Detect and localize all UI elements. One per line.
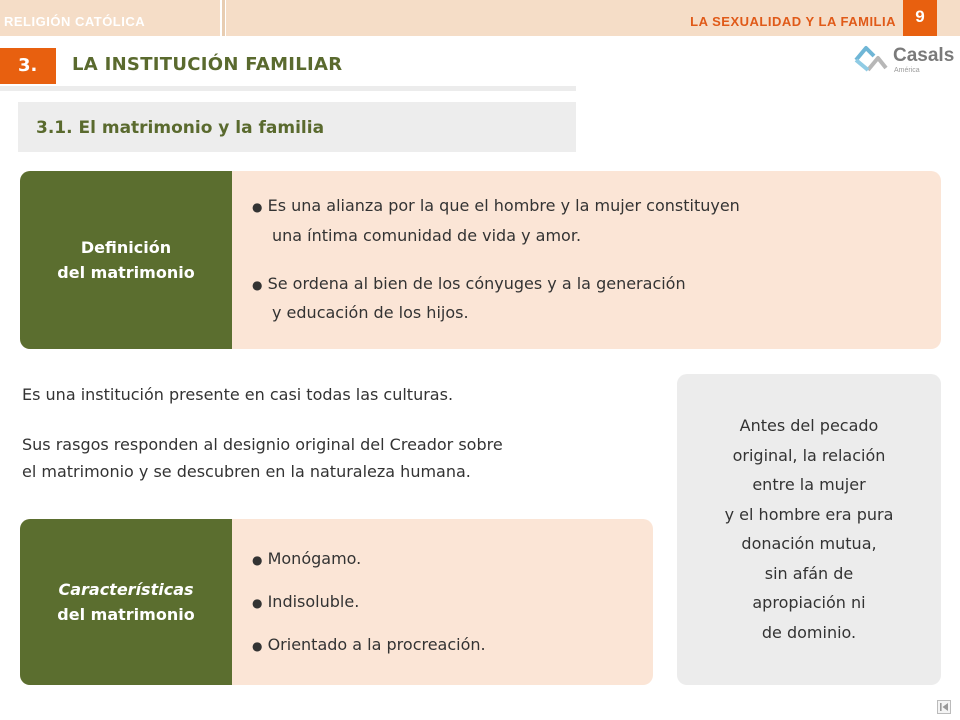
characteristics-label bbox=[20, 519, 232, 685]
page-number: 9 bbox=[903, 0, 937, 36]
characteristic-item bbox=[252, 588, 359, 615]
definition-bullet-1 bbox=[252, 192, 740, 219]
definition-label-line1: Definición bbox=[80, 238, 172, 257]
header-subject: RELIGIÓN CATÓLICA bbox=[4, 14, 146, 29]
paragraph-1: Es una institución presente en casi todas las culturas. bbox=[22, 385, 454, 404]
bullet-icon: ● bbox=[252, 596, 263, 610]
section-number: 3. bbox=[0, 48, 56, 84]
bullet-icon: ● bbox=[252, 639, 263, 653]
sidebar-note-line: apropiación ni bbox=[752, 593, 866, 612]
paragraph-2-line2: el matrimonio y se descubren en la naturaleza humana. bbox=[22, 462, 471, 481]
logo-name: Casals bbox=[893, 45, 955, 66]
subsection-title: 3.1. El matrimonio y la familia bbox=[36, 118, 325, 138]
characteristic-item-label: Orientado a la procreación. bbox=[267, 635, 486, 654]
bullet-icon: ● bbox=[252, 553, 263, 567]
bullet-icon: ● bbox=[252, 278, 263, 292]
sidebar-note-line: donación mutua, bbox=[741, 534, 877, 553]
characteristic-item bbox=[252, 545, 361, 572]
definition-bullet-2 bbox=[252, 270, 686, 297]
header-divider bbox=[222, 0, 225, 36]
logo-subtitle: América bbox=[894, 67, 920, 74]
characteristic-item bbox=[252, 631, 486, 658]
header-unit-title: LA SEXUALIDAD Y LA FAMILIA bbox=[690, 14, 896, 29]
casals-logo-icon bbox=[854, 44, 888, 74]
section-title: LA INSTITUCIÓN FAMILIAR bbox=[72, 54, 343, 75]
header-unit-bar bbox=[226, 0, 960, 36]
sidebar-note-line: sin afán de bbox=[764, 563, 854, 583]
header-subject-bar bbox=[0, 0, 220, 36]
characteristics-label-line1: Características bbox=[58, 580, 194, 599]
characteristic-item-label: Indisoluble. bbox=[267, 592, 360, 611]
characteristic-item-label: Monógamo. bbox=[267, 549, 362, 568]
sidebar-note-line: y el hombre era pura bbox=[724, 504, 894, 524]
sidebar-note-line: entre la mujer bbox=[752, 475, 866, 494]
characteristics-label-line2: del matrimonio bbox=[57, 605, 195, 624]
sidebar-note-line: de dominio. bbox=[761, 622, 857, 642]
sidebar-note-text bbox=[677, 411, 941, 647]
definition-label-line2: del matrimonio bbox=[57, 263, 195, 282]
paragraph-2-line1: Sus rasgos responden al designio original del Creador sobre bbox=[22, 435, 503, 454]
first-page-icon[interactable] bbox=[937, 700, 951, 714]
definition-bullet-1-line2: una íntima comunidad de vida y amor. bbox=[272, 226, 582, 245]
definition-bullet-2-line1: Se ordena al bien de los cónyuges y a la generación bbox=[267, 274, 686, 293]
sidebar-note-line: original, la relación bbox=[732, 445, 886, 465]
sidebar-note-line: Antes del pecado bbox=[739, 416, 879, 435]
bullet-icon: ● bbox=[252, 200, 263, 214]
section-underline bbox=[0, 86, 576, 91]
definition-bullet-2-line2: y educación de los hijos. bbox=[272, 303, 469, 322]
definition-label bbox=[20, 171, 232, 349]
definition-bullet-1-line1: Es una alianza por la que el hombre y la mujer constituyen bbox=[267, 196, 740, 215]
